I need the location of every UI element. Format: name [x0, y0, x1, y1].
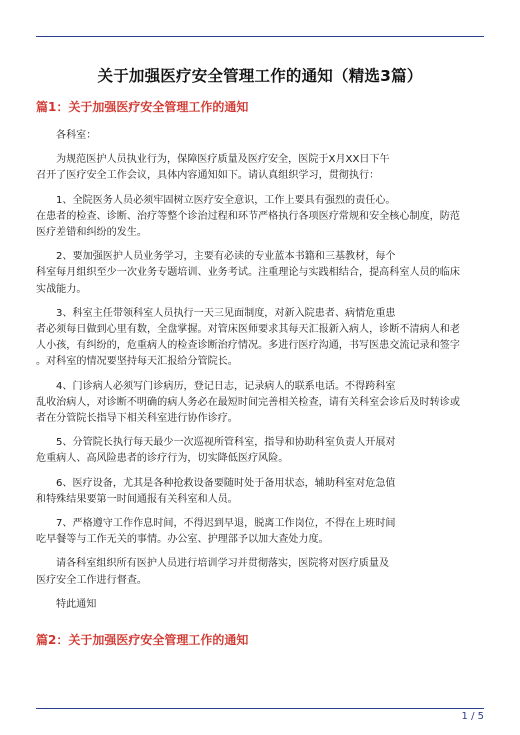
text-line: 6、医疗设备，尤其是各种抢救设备要随时处于备用状态，辅助科室对危急值	[56, 477, 396, 489]
paragraph-closing-request	[36, 556, 488, 588]
text-line: 3、科室主任带领科室人员执行一天三见面制度，对新入院患者、病情危重患	[56, 307, 396, 319]
text-line: 实战能力。	[36, 283, 87, 295]
paragraph-item-3	[36, 306, 488, 371]
salutation: 各科室：	[56, 130, 97, 141]
text-line: 在患者的检查、诊断、治疗等整个诊治过程和环节严格执行各项医疗常规和安全核心制度，防范	[36, 210, 460, 222]
paragraph-item-4	[36, 379, 488, 428]
text-line: 人小孩，有纠纷的，危重病人的检查诊断治疗情况。多进行医疗沟通，书写医患交流记录和签字	[36, 340, 460, 352]
text-line: 7、严格遵守工作作息时间，不得迟到早退，脱离工作岗位，不得在上班时间	[56, 518, 396, 530]
paragraph-item-7	[36, 516, 488, 548]
text-line: 请各科室组织所有医护人员进行培训学习并贯彻落实，医院将对医疗质量及	[56, 558, 390, 570]
closing-note: 特此通知	[56, 598, 97, 610]
text-line: 。对科室的情况要坚持每天汇报给分管院长。	[36, 356, 238, 368]
footer-rule	[36, 708, 484, 709]
paragraph-intro	[36, 152, 488, 184]
text-line: 4、门诊病人必须写门诊病历，登记日志，记录病人的联系电话。不得跨科室	[56, 380, 396, 392]
page-indicator: 1 / 5	[461, 711, 484, 722]
text-line: 召开了医疗安全工作会议，具体内容通知如下。请认真组织学习，贯彻执行：	[36, 170, 380, 182]
header-rule	[36, 36, 484, 37]
paragraph-item-6	[36, 476, 488, 508]
text-line: 医疗安全工作进行督查。	[36, 574, 148, 586]
text-line: 乱收治病人，对诊断不明确的病人务必在最短时间完善相关检查，请有关科室会诊后及时转诊或	[36, 396, 460, 408]
text-line: 者在分管院长指导下相关科室进行协作诊疗。	[36, 413, 238, 425]
paragraph-item-1	[36, 193, 488, 242]
document-title: 关于加强医疗安全管理工作的通知（精选3篇）	[97, 67, 423, 85]
text-line: 5、分管院长执行每天最少一次巡视所管科室，指导和协助科室负责人开展对	[56, 437, 396, 449]
paragraph-item-2	[36, 249, 488, 298]
text-line: 医疗差错和纠纷的发生。	[36, 227, 148, 239]
text-line: 者必须每日做到心里有数，全盘掌握。对管床医师要求其每天汇报新入病人，诊断不清病人和老	[36, 324, 460, 336]
text-line: 2、要加强医护人员业务学习，主要有必读的专业蓝本书籍和三基教材，每个	[56, 251, 396, 263]
text-line: 和特殊结果要第一时间通报有关科室和人员。	[36, 493, 238, 505]
text-line: 1、全院医务人员必须牢固树立医疗安全意识，工作上要具有强烈的责任心。	[56, 194, 396, 206]
section-1-heading: 篇1：关于加强医疗安全管理工作的通知	[36, 100, 249, 114]
document-body	[36, 128, 488, 621]
paragraph-item-5	[36, 435, 488, 467]
text-line: 为规范医护人员执业行为，保障医疗质量及医疗安全，医院于X月XX日下午	[56, 154, 390, 166]
text-line: 吃早餐等与工作无关的事情。办公室、护理部予以加大查处力度。	[36, 534, 329, 546]
section-2-heading: 篇2：关于加强医疗安全管理工作的通知	[36, 633, 249, 647]
text-line: 科室每月组织至少一次业务专题培训、业务考试。注重理论与实践相结合，提高科室人员的临床	[36, 267, 460, 279]
text-line: 危重病人、高风险患者的诊疗行为，切实降低医疗风险。	[36, 453, 289, 465]
